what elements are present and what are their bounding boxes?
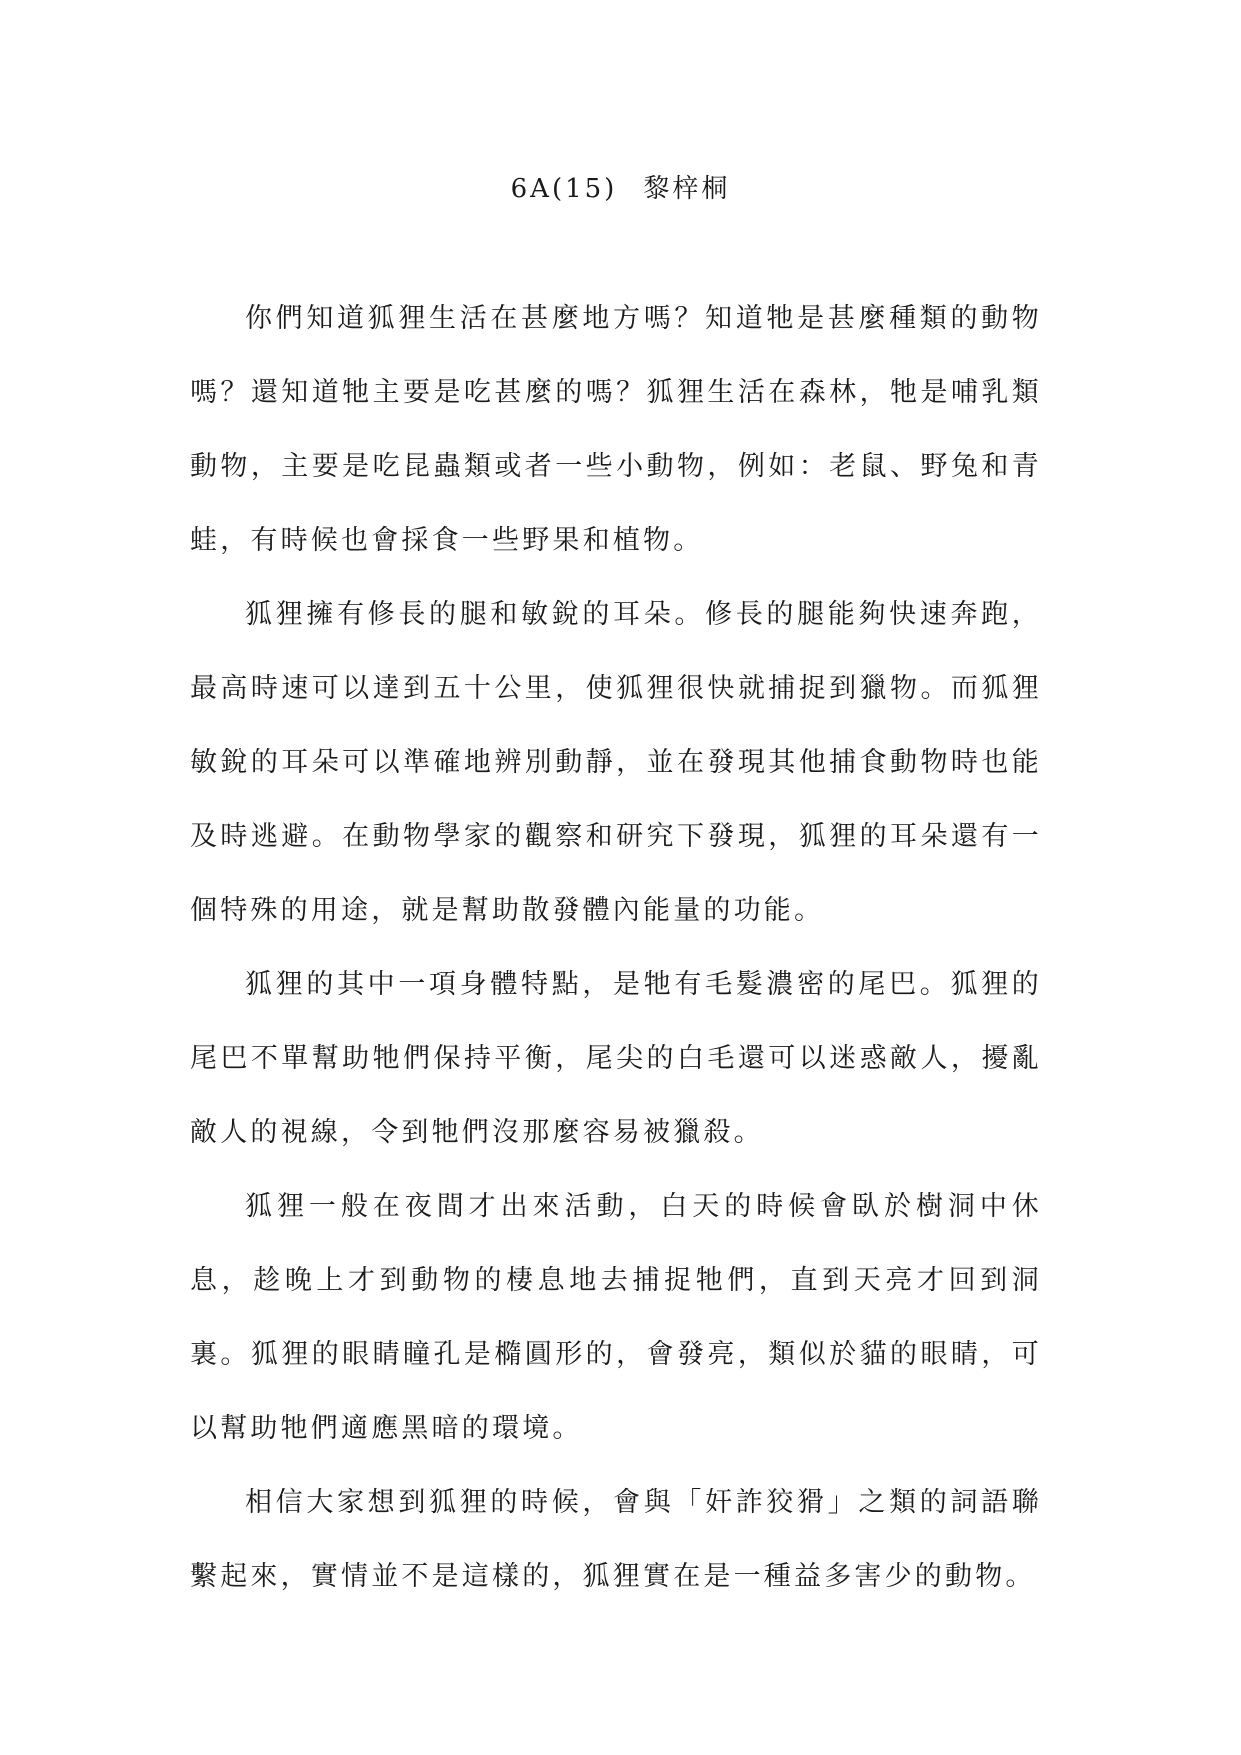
paragraph-habitat: 你們知道狐狸生活在甚麼地方嗎？知道牠是甚麼種類的動物嗎？還知道牠主要是吃甚麼的嗎？狐狸生活在森林，牠是哺乳類動物，主要是吃昆蟲類或者一些小動物，例如：老鼠、野兔和青蛙，有時候也會採食一些野果和植物。 bbox=[190, 303, 1042, 556]
class-number: 6A(15) bbox=[510, 174, 618, 204]
paragraph-conclusion: 相信大家想到狐狸的時候，會與「奸詐狡猾」之類的詞語聯繫起來，實情並不是這樣的，狐狸實在是一種益多害少的動物。 bbox=[190, 1487, 1042, 1592]
document-header bbox=[0, 168, 1241, 205]
essay-body bbox=[190, 282, 1042, 1614]
paragraph-nocturnal: 狐狸一般在夜間才出來活動，白天的時候會臥於樹洞中休息，趁晚上才到動物的棲息地去捕捉牠們，直到天亮才回到洞裏。狐狸的眼睛瞳孔是橢圓形的，會發亮，類似於貓的眼睛，可以幫助牠們適應黑暗的環境。 bbox=[190, 1191, 1042, 1444]
paragraph-tail: 狐狸的其中一項身體特點，是牠有毛髮濃密的尾巴。狐狸的尾巴不單幫助牠們保持平衡，尾尖的白毛還可以迷惑敵人，擾亂敵人的視線，令到牠們沒那麼容易被獵殺。 bbox=[190, 969, 1042, 1148]
author-name: 黎梓桐 bbox=[643, 174, 731, 204]
paragraph-legs-ears: 狐狸擁有修長的腿和敏銳的耳朵。修長的腿能夠快速奔跑，最高時速可以達到五十公里，使狐狸很快就捕捉到獵物。而狐狸敏銳的耳朵可以準確地辨別動靜，並在發現其他捕食動物時也能及時逃避。在動物學家的觀察和研究下發現，狐狸的耳朵還有一個特殊的用途，就是幫助散發體內能量的功能。 bbox=[190, 599, 1042, 926]
